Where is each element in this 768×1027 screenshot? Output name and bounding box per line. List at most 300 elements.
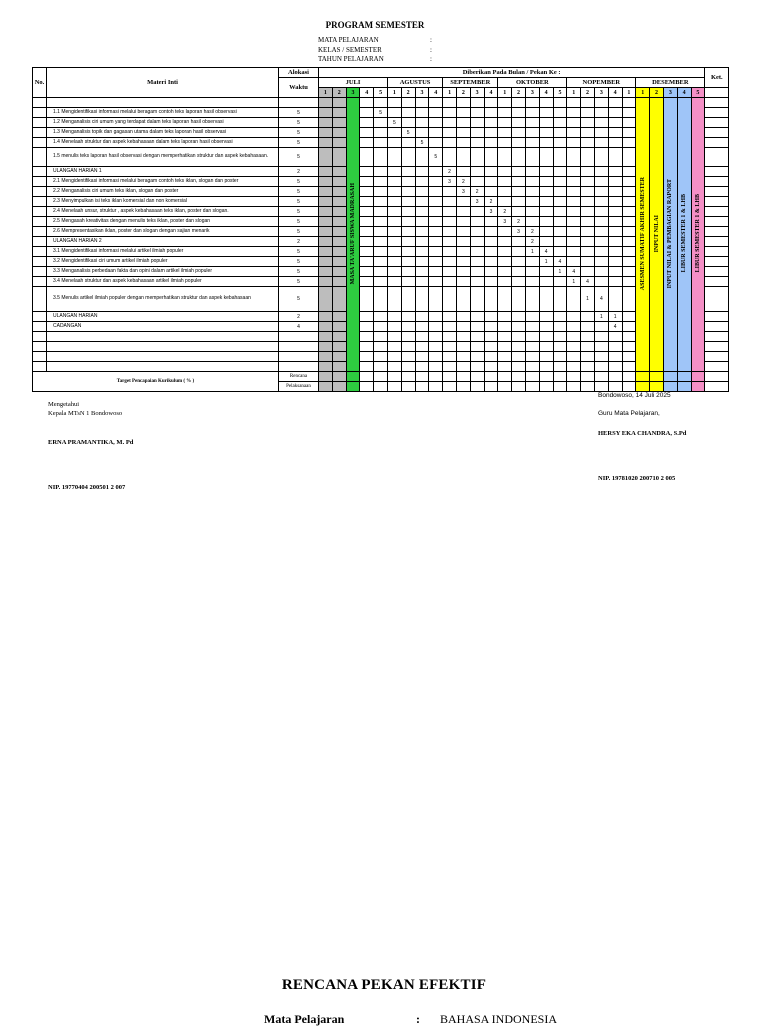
- target-cell: [622, 372, 636, 382]
- week-cell: [581, 138, 595, 148]
- row-ket: [705, 108, 729, 118]
- week-cell: [470, 98, 484, 108]
- week-cell: [374, 187, 388, 197]
- week-number: 4: [608, 88, 622, 98]
- week-cell: [319, 177, 333, 187]
- week-cell: [608, 342, 622, 352]
- week-cell: [387, 342, 401, 352]
- target-cell: [484, 372, 498, 382]
- week-cell: [415, 342, 429, 352]
- week-cell: [484, 277, 498, 287]
- week-cell: [387, 167, 401, 177]
- week-cell: [525, 187, 539, 197]
- week-cell: [401, 237, 415, 247]
- week-cell: [567, 237, 581, 247]
- week-cell: [553, 128, 567, 138]
- week-cell: [429, 138, 443, 148]
- row-ket: [705, 362, 729, 372]
- target-cell: [677, 382, 691, 392]
- week-cell: [319, 332, 333, 342]
- week-cell: 1: [539, 257, 553, 267]
- row-materi: [47, 342, 279, 352]
- week-cell: [484, 352, 498, 362]
- week-cell: [443, 267, 457, 277]
- week-cell: [608, 177, 622, 187]
- row-waktu: [279, 362, 319, 372]
- target-cell: [429, 382, 443, 392]
- page-two-subject-sep: :: [416, 1012, 420, 1026]
- week-cell: [456, 267, 470, 277]
- week-cell: [415, 227, 429, 237]
- week-number: 5: [553, 88, 567, 98]
- row-materi: 1.1 Mengidentifikasi informasi melalui beragam contoh teks laporan hasil observasi: [47, 108, 279, 118]
- header-ket: Ket.: [705, 68, 729, 88]
- week-cell: [332, 342, 346, 352]
- week-cell: [484, 267, 498, 277]
- week-cell: 4: [594, 287, 608, 312]
- week-cell: [387, 362, 401, 372]
- week-cell: [443, 148, 457, 167]
- target-cell: [663, 372, 677, 382]
- week-cell: 4: [608, 322, 622, 332]
- target-cell: [525, 372, 539, 382]
- week-cell: [553, 148, 567, 167]
- target-cell: [332, 372, 346, 382]
- week-cell: [443, 277, 457, 287]
- row-ket: [705, 382, 729, 392]
- week-cell: [525, 217, 539, 227]
- week-cell: [429, 187, 443, 197]
- table-row: [33, 247, 729, 257]
- week-cell: [360, 197, 374, 207]
- week-cell: [567, 138, 581, 148]
- week-cell: 3: [443, 177, 457, 187]
- row-waktu: 5: [279, 148, 319, 167]
- week-cell: [429, 227, 443, 237]
- week-number: 2: [401, 88, 415, 98]
- week-cell: 5: [429, 148, 443, 167]
- week-cell: [360, 207, 374, 217]
- week-cell: [360, 128, 374, 138]
- row-materi: 1.2 Menganalisis ciri umum yang terdapat dalam teks laporan hasil observasi: [47, 118, 279, 128]
- week-cell: [525, 148, 539, 167]
- target-cell: [374, 372, 388, 382]
- week-number: 3: [663, 88, 677, 98]
- week-cell: [415, 197, 429, 207]
- target-cell: [691, 382, 705, 392]
- vertical-activity-label: [663, 98, 677, 372]
- row-materi: 2.4 Menelaah unsur, struktur , aspek kebahasaan teks iklan, poster dan slogan.: [47, 207, 279, 217]
- row-waktu: [279, 342, 319, 352]
- week-cell: [553, 312, 567, 322]
- week-cell: [387, 257, 401, 267]
- row-materi: 3.4 Menelaah struktur dan aspek kebahasaan artikel ilmiah populer: [47, 277, 279, 287]
- row-ket: [705, 138, 729, 148]
- target-cell: [332, 382, 346, 392]
- week-cell: [498, 362, 512, 372]
- week-cell: [525, 128, 539, 138]
- row-no: [33, 197, 47, 207]
- week-cell: [608, 148, 622, 167]
- week-number: 4: [677, 88, 691, 98]
- week-cell: [470, 322, 484, 332]
- table-row: [33, 362, 729, 372]
- week-cell: [594, 128, 608, 138]
- week-cell: [443, 98, 457, 108]
- row-no: [33, 128, 47, 138]
- week-cell: [332, 197, 346, 207]
- week-cell: [332, 177, 346, 187]
- table-row: [33, 108, 729, 118]
- vertical-label-text: LIBUR SEMESTER 1 & LHB: [694, 194, 701, 273]
- week-cell: [608, 237, 622, 247]
- table-row: [33, 217, 729, 227]
- week-cell: 2: [525, 237, 539, 247]
- row-waktu: 5: [279, 267, 319, 277]
- week-cell: [484, 312, 498, 322]
- row-materi: 2.3 Menyimpulkan isi teks iklan komersial dan non komersial: [47, 197, 279, 207]
- week-cell: [567, 227, 581, 237]
- week-cell: [332, 237, 346, 247]
- week-cell: [594, 138, 608, 148]
- meta-row-tahun-pelajaran: [318, 55, 432, 65]
- week-cell: [622, 322, 636, 332]
- week-cell: [387, 138, 401, 148]
- row-ket: [705, 322, 729, 332]
- week-cell: [456, 247, 470, 257]
- week-cell: [429, 277, 443, 287]
- week-cell: [512, 287, 526, 312]
- week-cell: [622, 187, 636, 197]
- week-cell: [374, 118, 388, 128]
- row-materi: ULANGAN HARIAN 2: [47, 237, 279, 247]
- week-cell: [332, 322, 346, 332]
- week-cell: [319, 148, 333, 167]
- week-cell: [594, 197, 608, 207]
- week-cell: [429, 207, 443, 217]
- week-number: 3: [594, 88, 608, 98]
- week-cell: [608, 207, 622, 217]
- row-waktu: [279, 352, 319, 362]
- week-cell: [401, 322, 415, 332]
- week-cell: [512, 118, 526, 128]
- sig-right-name: HERSY EKA CHANDRA, S.Pd: [598, 430, 687, 437]
- week-cell: [512, 187, 526, 197]
- week-cell: [484, 177, 498, 187]
- week-cell: [525, 167, 539, 177]
- week-cell: [498, 267, 512, 277]
- week-cell: [553, 352, 567, 362]
- week-cell: [374, 227, 388, 237]
- row-ket: [705, 167, 729, 177]
- week-cell: [484, 108, 498, 118]
- week-cell: [512, 247, 526, 257]
- row-materi: 3.3 Menganalisis perbedaan fakta dan opini dalam artikel ilmiah populer: [47, 267, 279, 277]
- week-cell: [525, 352, 539, 362]
- month-header: AGUSTUS: [387, 78, 442, 88]
- footer-pelaksanaan: Pelaksanaan: [279, 382, 319, 392]
- week-cell: [525, 332, 539, 342]
- week-cell: [594, 177, 608, 187]
- week-cell: [374, 237, 388, 247]
- week-cell: [319, 342, 333, 352]
- target-cell: [567, 382, 581, 392]
- week-cell: [443, 287, 457, 312]
- sig-left-line2: Kepala MTsN 1 Bondowoso: [48, 410, 123, 417]
- week-cell: [512, 108, 526, 118]
- week-cell: [498, 138, 512, 148]
- week-cell: [622, 98, 636, 108]
- week-cell: [567, 118, 581, 128]
- row-ket: [705, 257, 729, 267]
- week-number: 1: [567, 88, 581, 98]
- row-no: [33, 98, 47, 108]
- target-cell: [539, 382, 553, 392]
- table-row: [33, 197, 729, 207]
- week-cell: [360, 118, 374, 128]
- week-cell: [470, 138, 484, 148]
- target-cell: [691, 372, 705, 382]
- row-ket: [705, 287, 729, 312]
- row-waktu: 5: [279, 138, 319, 148]
- row-no: [33, 138, 47, 148]
- row-materi: 3.2 Mengidentifikasi ciri umum artikel ilmiah populer: [47, 257, 279, 267]
- meta-label: MATA PELAJARAN: [318, 36, 379, 44]
- target-label: Target Pencapaian Kurikulum ( % ): [33, 372, 279, 392]
- week-cell: [360, 148, 374, 167]
- week-cell: [319, 197, 333, 207]
- week-cell: [525, 138, 539, 148]
- week-cell: [484, 128, 498, 138]
- week-cell: [443, 207, 457, 217]
- target-cell: [456, 382, 470, 392]
- week-number: 4: [429, 88, 443, 98]
- week-cell: [387, 128, 401, 138]
- week-cell: [374, 128, 388, 138]
- week-cell: [332, 227, 346, 237]
- row-materi: 2.1 Mengidentifikasi informasi melalui beragam contoh teks iklan, slogan dan poster: [47, 177, 279, 187]
- week-cell: [374, 247, 388, 257]
- week-cell: [594, 108, 608, 118]
- vertical-activity-label: [636, 98, 650, 372]
- week-cell: [539, 322, 553, 332]
- week-cell: [622, 352, 636, 362]
- week-cell: [594, 257, 608, 267]
- target-cell: [443, 382, 457, 392]
- week-cell: [512, 312, 526, 322]
- week-cell: [525, 322, 539, 332]
- week-cell: [456, 352, 470, 362]
- week-cell: [622, 267, 636, 277]
- week-cell: 1: [567, 277, 581, 287]
- week-cell: [429, 197, 443, 207]
- week-cell: [429, 312, 443, 322]
- week-cell: [484, 237, 498, 247]
- week-cell: [581, 267, 595, 277]
- week-cell: [443, 322, 457, 332]
- row-no: [33, 342, 47, 352]
- week-cell: [539, 217, 553, 227]
- target-cell: [594, 382, 608, 392]
- week-cell: [608, 108, 622, 118]
- meta-label: KELAS / SEMESTER: [318, 45, 382, 54]
- week-cell: [581, 207, 595, 217]
- week-cell: [622, 128, 636, 138]
- week-cell: [581, 197, 595, 207]
- week-cell: [387, 267, 401, 277]
- week-cell: 1: [553, 267, 567, 277]
- week-cell: [429, 98, 443, 108]
- vertical-activity-label: [677, 98, 691, 372]
- week-cell: [456, 362, 470, 372]
- week-cell: [567, 247, 581, 257]
- week-cell: [581, 257, 595, 267]
- week-cell: [608, 227, 622, 237]
- week-cell: [319, 227, 333, 237]
- week-cell: [456, 342, 470, 352]
- week-cell: [594, 332, 608, 342]
- row-ket: [705, 217, 729, 227]
- week-cell: [567, 148, 581, 167]
- week-cell: [622, 138, 636, 148]
- sig-left-nip: NIP. 19770404 200501 2 007: [48, 484, 126, 491]
- row-materi: ULANGAN HARIAN 1: [47, 167, 279, 177]
- row-waktu: 5: [279, 187, 319, 197]
- row-no: [33, 227, 47, 237]
- week-cell: [456, 108, 470, 118]
- week-cell: [553, 138, 567, 148]
- week-cell: [387, 277, 401, 287]
- week-cell: [319, 237, 333, 247]
- vertical-label-text: INPUT NILAI & PEMBAGIAN RAPORT: [667, 178, 674, 289]
- week-cell: [319, 362, 333, 372]
- week-cell: [622, 217, 636, 227]
- week-cell: [332, 332, 346, 342]
- row-waktu: 5: [279, 197, 319, 207]
- week-cell: [443, 118, 457, 128]
- week-cell: [622, 332, 636, 342]
- target-cell: [456, 372, 470, 382]
- sig-left-line1: Mengetahui: [48, 401, 80, 408]
- week-cell: [429, 167, 443, 177]
- row-ket: [705, 352, 729, 362]
- week-cell: [512, 237, 526, 247]
- target-cell: [401, 382, 415, 392]
- week-number: 2: [581, 88, 595, 98]
- row-materi: 1.4 Menelaah struktur dan aspek kebahasaan dalam teks laporan hasil observasi: [47, 138, 279, 148]
- week-cell: [456, 197, 470, 207]
- week-cell: 5: [415, 138, 429, 148]
- week-cell: [429, 322, 443, 332]
- row-ket: [705, 98, 729, 108]
- week-cell: [374, 217, 388, 227]
- row-ket: [705, 267, 729, 277]
- month-header: NOPEMBER: [567, 78, 636, 88]
- week-cell: [332, 277, 346, 287]
- table-row: [33, 118, 729, 128]
- week-cell: [498, 322, 512, 332]
- week-cell: 2: [512, 217, 526, 227]
- week-cell: [539, 312, 553, 322]
- week-cell: [360, 98, 374, 108]
- week-cell: [332, 138, 346, 148]
- week-cell: [470, 217, 484, 227]
- week-cell: 1: [594, 312, 608, 322]
- week-cell: [443, 187, 457, 197]
- row-ket: [705, 312, 729, 322]
- row-materi: 3.5 Menulis artikel ilmiah populer dengan memperhatikan struktur dan aspek kebahasaan: [47, 287, 279, 312]
- row-materi: [47, 362, 279, 372]
- week-cell: [539, 108, 553, 118]
- week-cell: [622, 177, 636, 187]
- week-cell: [622, 237, 636, 247]
- week-cell: [470, 207, 484, 217]
- week-cell: [498, 257, 512, 267]
- week-cell: [319, 217, 333, 227]
- row-materi: 1.3 Menganalisis topik dan gagasan utama dalam teks laporan hasil observasi: [47, 128, 279, 138]
- week-cell: 2: [498, 207, 512, 217]
- week-cell: [319, 118, 333, 128]
- week-cell: [415, 362, 429, 372]
- week-cell: [319, 108, 333, 118]
- week-cell: [567, 98, 581, 108]
- week-cell: [484, 148, 498, 167]
- week-cell: [525, 267, 539, 277]
- week-cell: [456, 207, 470, 217]
- week-cell: [360, 167, 374, 177]
- row-no: [33, 257, 47, 267]
- week-cell: [581, 352, 595, 362]
- week-number: 3: [346, 88, 360, 98]
- row-ket: [705, 227, 729, 237]
- page-two-subject-label: Mata Pelajaran: [264, 1012, 345, 1026]
- row-ket: [705, 277, 729, 287]
- week-cell: [374, 362, 388, 372]
- week-cell: [319, 128, 333, 138]
- week-cell: [525, 342, 539, 352]
- week-cell: [498, 128, 512, 138]
- vertical-label-text: INPUT NILAI: [653, 214, 660, 253]
- week-cell: [539, 128, 553, 138]
- week-cell: 2: [525, 227, 539, 237]
- week-cell: [512, 177, 526, 187]
- week-cell: [360, 312, 374, 322]
- vertical-label-text: LIBUR SEMESTER 1 & LHB: [681, 194, 688, 273]
- ket-cell: [705, 88, 729, 98]
- week-cell: [319, 247, 333, 257]
- week-cell: 3: [470, 197, 484, 207]
- meta-row-kelas-semester: [318, 46, 432, 56]
- week-cell: [512, 167, 526, 177]
- table-row: [33, 167, 729, 177]
- row-no: [33, 237, 47, 247]
- week-cell: [456, 98, 470, 108]
- page-two-header: [0, 960, 768, 1026]
- week-cell: [415, 257, 429, 267]
- week-cell: 2: [456, 177, 470, 187]
- week-cell: [415, 177, 429, 187]
- target-cell: [608, 382, 622, 392]
- row-no: [33, 167, 47, 177]
- header-materi: Materi Inti: [47, 68, 279, 98]
- week-cell: [374, 277, 388, 287]
- week-cell: [332, 98, 346, 108]
- target-cell: [553, 382, 567, 392]
- week-cell: [622, 148, 636, 167]
- week-cell: [401, 247, 415, 257]
- week-cell: [401, 287, 415, 312]
- row-materi: CADANGAN: [47, 322, 279, 332]
